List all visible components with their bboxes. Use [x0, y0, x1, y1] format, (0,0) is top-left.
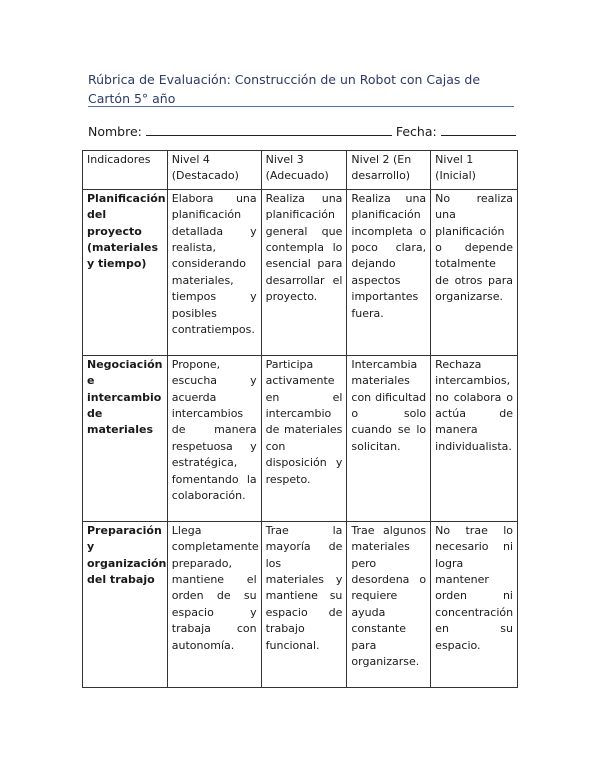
table-header-row: [83, 151, 518, 190]
level-1-cell: Rechaza intercambios, no colabora o actúa de manera individualista.: [431, 355, 518, 521]
table-row: [83, 189, 518, 355]
header-nivel-1: Nivel 1 (Inicial): [431, 151, 518, 190]
name-label: Nombre:: [88, 124, 142, 139]
title-divider: [88, 106, 514, 107]
level-1-cell: No realiza una planificación o depende totalmente de otros para organizarse.: [431, 189, 518, 355]
level-2-cell: Trae algunos materiales pero desordena o requiere ayuda constante para organizarse.: [347, 521, 431, 687]
name-blank-line: [146, 124, 392, 136]
table-row: [83, 521, 518, 687]
indicator-cell: Negociación e intercambio de materiales: [83, 355, 168, 521]
level-2-cell: Intercambia materiales con dificultad o solo cuando se lo solicitan.: [347, 355, 431, 521]
student-info-line: [88, 124, 518, 140]
level-2-cell: Realiza una planificación incompleta o poco clara, dejando aspectos importantes fuera.: [347, 189, 431, 355]
date-label: Fecha:: [395, 124, 437, 139]
rubric-table: [82, 150, 518, 688]
indicator-cell: Planificación del proyecto (materiales y tiempo): [83, 189, 168, 355]
level-4-cell: Propone, escucha y acuerda intercambios de manera respetuosa y estratégica, fomentando la colaboración.: [167, 355, 261, 521]
header-indicadores: Indicadores: [83, 151, 168, 190]
level-3-cell: Trae la mayoría de los materiales y mantiene su espacio de trabajo funcional.: [261, 521, 347, 687]
level-4-cell: Elabora una planificación detallada y realista, considerando materiales, tiempos y posibles contratiempos.: [167, 189, 261, 355]
level-1-cell: No trae lo necesario ni logra mantener orden ni concentración en su espacio.: [431, 521, 518, 687]
table-row: [83, 355, 518, 521]
indicator-cell: Preparación y organización del trabajo: [83, 521, 168, 687]
level-3-cell: Participa activamente en el intercambio de materiales con disposición y respeto.: [261, 355, 347, 521]
header-nivel-4: Nivel 4 (Destacado): [167, 151, 261, 190]
date-blank-line: [441, 124, 516, 136]
header-nivel-3: Nivel 3 (Adecuado): [261, 151, 347, 190]
level-4-cell: Llega completamente preparado, mantiene el orden de su espacio y trabaja con autonomía.: [167, 521, 261, 687]
header-nivel-2: Nivel 2 (En desarrollo): [347, 151, 431, 190]
level-3-cell: Realiza una planificación general que contempla lo esencial para desarrollar el proyecto.: [261, 189, 347, 355]
document-title: Rúbrica de Evaluación: Construcción de un Robot con Cajas de Cartón 5° año: [88, 72, 481, 106]
